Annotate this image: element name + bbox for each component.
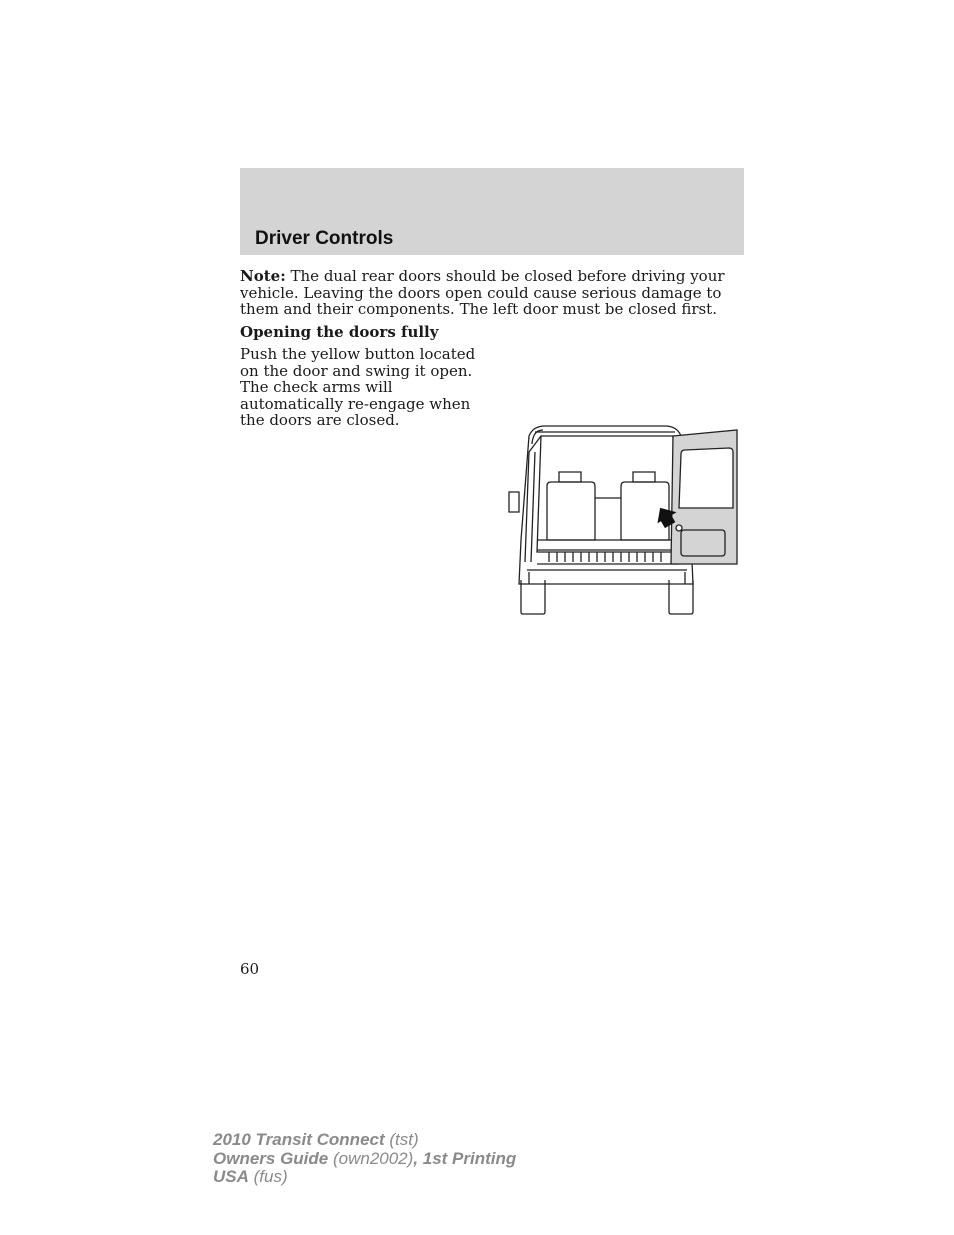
footer-line-1: 2010 Transit Connect (tst) [213,1130,419,1149]
section-header-band [240,168,744,255]
left-mirror [509,492,519,512]
instruction-paragraph: Push the yellow button located on the door and swing it open. The check arms will automatically re-engage when the doors are closed. [240,345,476,429]
page-number: 60 [240,960,260,978]
right-wheel [669,580,693,614]
note-text: The dual rear doors should be closed before driving your vehicle. Leaving the doors open could cause serious damage to them and their components. The left door must be closed first. [240,267,725,318]
van-body [519,426,693,584]
van-rear-door-open-illustration [505,422,745,618]
footer-line-2: Owners Guide (own2002), 1st Printing [213,1148,517,1168]
subsection-heading: Opening the doors fully [240,323,439,341]
seat-left [547,482,595,540]
open-right-door [671,430,737,564]
note-label: Note: [240,267,286,285]
cargo-opening [537,436,677,552]
rear-bumper [527,570,687,584]
yellow-button-marker [676,525,682,531]
document-footer [213,1131,516,1187]
footer-line-3: USA (fus) [213,1167,288,1186]
section-title: Driver Controls [255,228,394,249]
note-paragraph [240,268,745,318]
left-wheel [521,580,545,614]
